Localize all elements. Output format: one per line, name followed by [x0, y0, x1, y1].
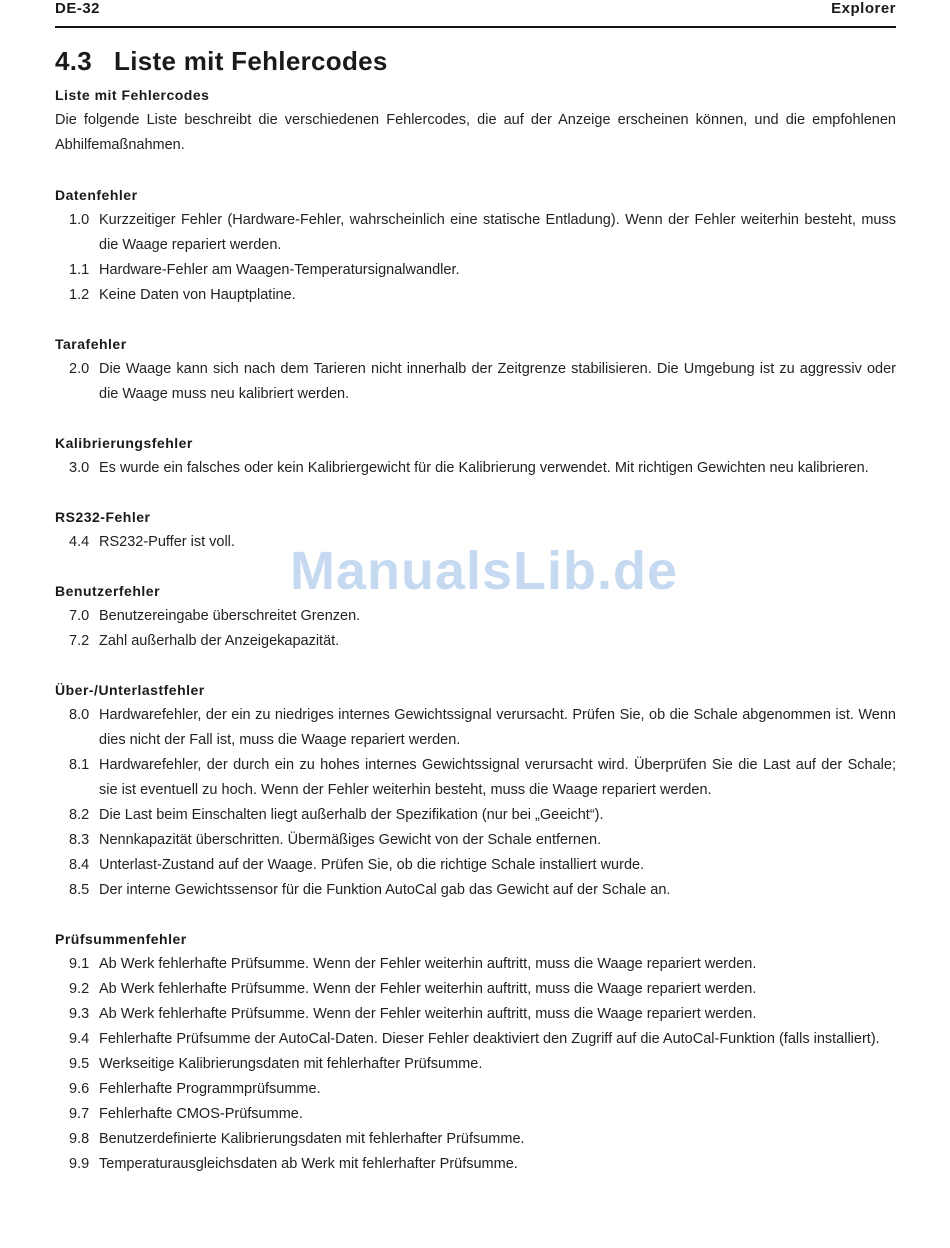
error-code-item — [55, 208, 896, 258]
error-description: Hardware-Fehler am Waagen-Temperatursignalwandler. — [99, 262, 460, 278]
error-description: Die Waage kann sich nach dem Tarieren nicht innerhalb der Zeitgrenze stabilisieren. Die Umgebung ist zu aggressiv oder die Waage muss neu kalibriert werden. — [99, 361, 896, 402]
error-group — [55, 927, 896, 1177]
error-description: Ab Werk fehlerhafte Prüfsumme. Wenn der Fehler weiterhin auftritt, muss die Waage repariert werden. — [99, 956, 757, 972]
error-code: 9.4 — [69, 1031, 90, 1047]
error-code-item — [55, 1052, 896, 1077]
section-title: Liste mit Fehlercodes — [114, 46, 388, 76]
error-description: Fehlerhafte CMOS-Prüfsumme. — [99, 1106, 303, 1122]
error-description: Zahl außerhalb der Anzeigekapazität. — [99, 633, 340, 649]
error-code: 2.0 — [69, 361, 90, 377]
error-code: 9.1 — [69, 956, 90, 972]
intro-paragraph: Die folgende Liste beschreibt die verschiedenen Fehlercodes, die auf der Anzeige erscheinen können, und die empfohlenen Abhilfemaßnahmen. — [55, 112, 896, 153]
error-code: 8.2 — [69, 807, 90, 823]
error-code-item — [55, 828, 896, 853]
error-group — [55, 505, 896, 555]
error-code-item — [55, 878, 896, 903]
error-code: 9.6 — [69, 1081, 90, 1097]
error-group — [55, 579, 896, 654]
error-code: 8.5 — [69, 882, 90, 898]
error-code-item — [55, 853, 896, 878]
error-code-item — [55, 1152, 896, 1177]
error-code-item — [55, 357, 896, 407]
error-code: 1.2 — [69, 287, 90, 303]
error-description: Hardwarefehler, der durch ein zu hohes internes Gewichtssignal verursacht wird. Überprüfen Sie die Last auf der Schale; sie ist eventuell zu hoch. Wenn der Fehler weiterhin besteht, muss die Waage repariert werden. — [99, 757, 896, 798]
error-group-title: Kalibrierungsfehler — [55, 435, 193, 451]
document-page — [55, 0, 896, 1201]
error-code-item — [55, 753, 896, 803]
error-group — [55, 183, 896, 308]
error-group — [55, 431, 896, 481]
error-group-title: Datenfehler — [55, 187, 138, 203]
error-code: 7.0 — [69, 608, 90, 624]
error-group-title: Prüfsummenfehler — [55, 931, 187, 947]
error-code-item — [55, 456, 896, 481]
error-description: Benutzerdefinierte Kalibrierungsdaten mit fehlerhafter Prüfsumme. — [99, 1131, 525, 1147]
error-code: 9.2 — [69, 981, 90, 997]
error-code: 3.0 — [69, 460, 90, 476]
error-description: Temperaturausgleichsdaten ab Werk mit fehlerhafter Prüfsumme. — [99, 1156, 518, 1172]
error-code: 4.4 — [69, 534, 90, 550]
error-code: 8.3 — [69, 832, 90, 848]
section-number: 4.3 — [55, 46, 93, 76]
error-code-item — [55, 952, 896, 977]
page-number: DE-32 — [55, 0, 101, 17]
error-description: Keine Daten von Hauptplatine. — [99, 287, 296, 303]
error-code: 8.1 — [69, 757, 90, 773]
intro-subheading: Liste mit Fehlercodes — [55, 87, 210, 103]
error-group — [55, 678, 896, 903]
error-code-item — [55, 1102, 896, 1127]
error-code: 8.0 — [69, 707, 90, 723]
error-code-item — [55, 1027, 896, 1052]
error-description: Werkseitige Kalibrierungsdaten mit fehlerhafter Prüfsumme. — [99, 1056, 483, 1072]
error-code: 9.7 — [69, 1106, 90, 1122]
error-description: Fehlerhafte Programmprüfsumme. — [99, 1081, 321, 1097]
error-code-item — [55, 977, 896, 1002]
error-code-item — [55, 258, 896, 283]
error-description: Der interne Gewichtssensor für die Funktion AutoCal gab das Gewicht auf der Schale an. — [99, 882, 671, 898]
error-code-item — [55, 1077, 896, 1102]
error-description: Hardwarefehler, der ein zu niedriges internes Gewichtssignal verursacht. Prüfen Sie, ob die Schale abgenommen ist. Wenn dies nicht der Fall ist, muss die Waage repariert werden. — [99, 707, 896, 748]
error-code: 9.8 — [69, 1131, 90, 1147]
error-description: Die Last beim Einschalten liegt außerhalb der Spezifikation (nur bei „Geeicht“). — [99, 807, 604, 823]
error-code-item — [55, 703, 896, 753]
error-group-title: RS232-Fehler — [55, 509, 151, 525]
error-code-item — [55, 530, 896, 555]
error-description: Nennkapazität überschritten. Übermäßiges Gewicht von der Schale entfernen. — [99, 832, 602, 848]
error-group-title: Über-/Unterlastfehler — [55, 682, 205, 698]
error-code-item — [55, 604, 896, 629]
error-description: Benutzereingabe überschreitet Grenzen. — [99, 608, 361, 624]
error-description: Es wurde ein falsches oder kein Kalibriergewicht für die Kalibrierung verwendet. Mit richtigen Gewichten neu kalibrieren. — [99, 460, 869, 476]
page-header — [55, 0, 896, 28]
error-code: 1.0 — [69, 212, 90, 228]
error-code: 9.9 — [69, 1156, 90, 1172]
error-description: Ab Werk fehlerhafte Prüfsumme. Wenn der Fehler weiterhin auftritt, muss die Waage repariert werden. — [99, 981, 757, 997]
product-name: Explorer — [831, 0, 896, 17]
error-group-title: Benutzerfehler — [55, 583, 161, 599]
error-description: Kurzzeitiger Fehler (Hardware-Fehler, wahrscheinlich eine statische Entladung). Wenn der Fehler weiterhin besteht, muss die Waage repariert werden. — [99, 212, 896, 253]
error-code: 8.4 — [69, 857, 90, 873]
error-code-item — [55, 283, 896, 308]
error-code: 9.3 — [69, 1006, 90, 1022]
intro-block — [55, 83, 896, 158]
section-heading — [55, 46, 896, 77]
error-code: 1.1 — [69, 262, 90, 278]
error-code-item — [55, 1002, 896, 1027]
error-code-item — [55, 629, 896, 654]
error-code: 7.2 — [69, 633, 90, 649]
watermark-text: ManualsLib.de — [290, 541, 679, 601]
error-code-item — [55, 803, 896, 828]
error-description: Fehlerhafte Prüfsumme der AutoCal-Daten. Dieser Fehler deaktiviert den Zugriff auf die AutoCal-Funktion (falls installiert). — [99, 1031, 880, 1047]
error-group-title: Tarafehler — [55, 336, 127, 352]
error-code-item — [55, 1127, 896, 1152]
error-description: Ab Werk fehlerhafte Prüfsumme. Wenn der Fehler weiterhin auftritt, muss die Waage repariert werden. — [99, 1006, 757, 1022]
error-code-groups — [55, 183, 896, 1177]
error-description: Unterlast-Zustand auf der Waage. Prüfen Sie, ob die richtige Schale installiert wurde. — [99, 857, 645, 873]
error-code: 9.5 — [69, 1056, 90, 1072]
error-description: RS232-Puffer ist voll. — [99, 534, 235, 550]
error-group — [55, 332, 896, 407]
